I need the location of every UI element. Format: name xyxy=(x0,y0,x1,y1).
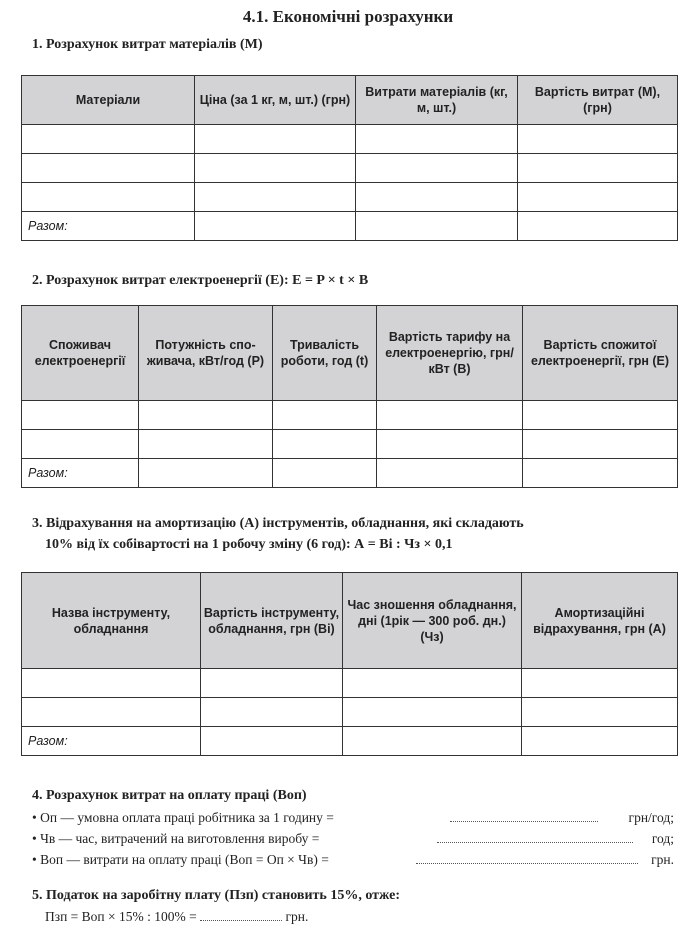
total-label: Разом: xyxy=(22,212,195,241)
section2-heading: 2. Розрахунок витрат електроенергії (Е): Е = P × t × В xyxy=(32,273,369,288)
total-row xyxy=(22,727,678,756)
materials-table xyxy=(21,75,678,241)
column-header: Тривалість роботи, год (t) xyxy=(273,306,377,401)
table-row xyxy=(22,183,678,212)
table-row xyxy=(22,698,678,727)
column-header: Назва інструменту, обладнання xyxy=(22,573,201,669)
column-header: Споживач електроенергії xyxy=(22,306,139,401)
fill-in-blank[interactable] xyxy=(200,909,282,921)
table-row xyxy=(22,430,678,459)
fill-in-blank[interactable] xyxy=(416,852,638,864)
page-title: 4.1. Економічні розрахунки xyxy=(242,7,454,26)
total-label: Разом: xyxy=(22,727,201,756)
column-header: Матеріали xyxy=(22,76,195,125)
total-row xyxy=(22,212,678,241)
section4-heading: 4. Розрахунок витрат на оплату праці (Воп) xyxy=(32,788,307,803)
section5-heading: 5. Податок на заробітну плату (Пзп) становить 15%, отже: xyxy=(32,888,401,903)
table-row xyxy=(22,401,678,430)
table-row xyxy=(22,125,678,154)
fill-in-blank[interactable] xyxy=(450,810,598,822)
depreciation-table xyxy=(21,572,678,756)
total-row xyxy=(22,459,678,488)
labor-rate-line: • Оп — умовна оплата праці робітника за 1 годину = грн/год; xyxy=(32,810,674,825)
column-header: Вартість спожитої електроенергії, грн (Е) xyxy=(523,306,678,401)
section1-heading: 1. Розрахунок витрат матеріалів (М) xyxy=(32,37,263,52)
production-time-line: • Чв — час, витрачений на виготовлення виробу = год; xyxy=(32,831,674,846)
table-row xyxy=(22,154,678,183)
section3-heading-line2: 10% від їх собівартості на 1 робочу зміну (6 год): А = Ві : Чз × 0,1 xyxy=(45,537,453,552)
total-label: Разом: xyxy=(22,459,139,488)
fill-in-blank[interactable] xyxy=(437,831,633,843)
column-header: Амортизаційні відрахування, грн (А) xyxy=(522,573,678,669)
column-header: Вартість витрат (М), (грн) xyxy=(518,76,678,125)
column-header: Вартість тарифу на електроенергію, грн/кВт (В) xyxy=(377,306,523,401)
section3-heading-line1: 3. Відрахування на амортизацію (А) інструментів, обладнання, які складають xyxy=(32,516,524,531)
column-header: Час зношення обладнання, дні (1рік — 300 роб. дн.) (Чз) xyxy=(343,573,522,669)
column-header: Ціна (за 1 кг, м, шт.) (грн) xyxy=(195,76,356,125)
electricity-table xyxy=(21,305,678,488)
tax-formula-line: Пзп = Воп × 15% : 100% = грн. xyxy=(45,909,309,924)
column-header: Вартість інструменту, обладнання, грн (Ві) xyxy=(201,573,343,669)
column-header: Потужність спо-живача, кВт/год (P) xyxy=(139,306,273,401)
table-row xyxy=(22,669,678,698)
labor-cost-line: • Воп — витрати на оплату праці (Воп = Оп × Чв) = грн. xyxy=(32,852,674,867)
column-header: Витрати матеріалів (кг, м, шт.) xyxy=(356,76,518,125)
